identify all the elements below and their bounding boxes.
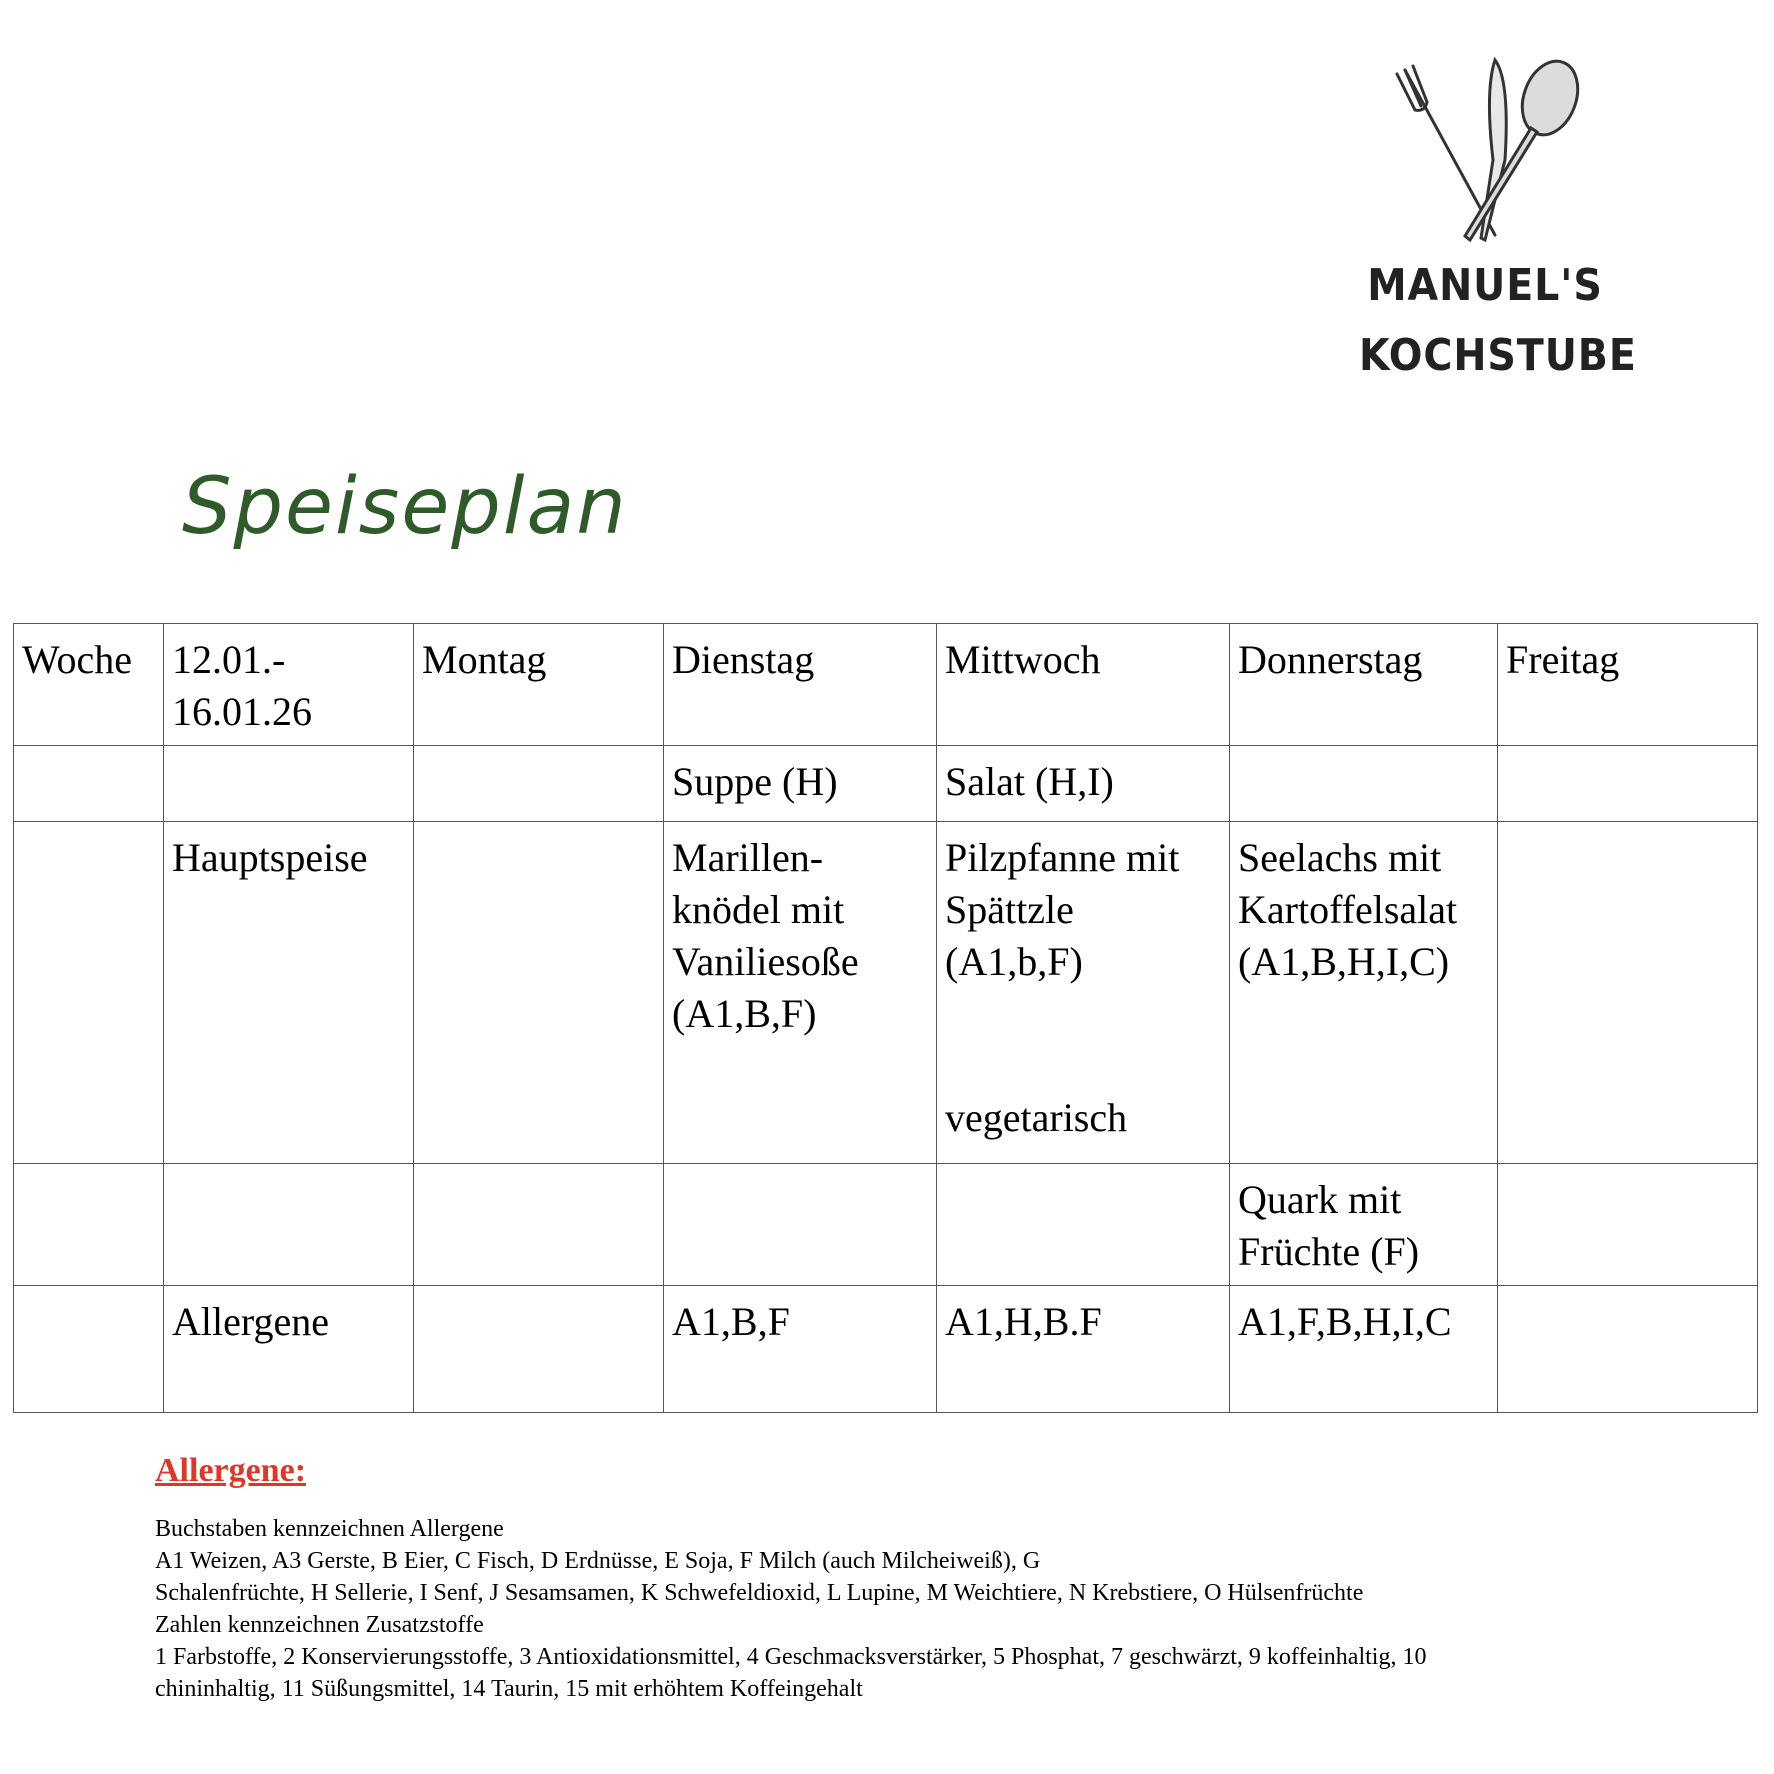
legend-line: Buchstaben kennzeichnen Allergene <box>155 1516 504 1542</box>
brand-logo <box>1345 50 1637 390</box>
dish-line: Quark mit <box>1238 1177 1402 1222</box>
crossed-cutlery-icon <box>1345 50 1625 250</box>
soup-mittwoch: Salat (H,I) <box>937 746 1230 822</box>
table-cell <box>1498 1286 1758 1413</box>
legend-line: Zahlen kennzeichnen Zusatzstoffe <box>155 1612 484 1638</box>
dish-line: Pilzpfanne mit <box>945 835 1180 880</box>
legend-line: Schalenfrüchte, H Sellerie, I Senf, J Sesamsamen, K Schwefeldioxid, L Lupine, M Weichtiere, N Krebstiere, O Hülsenfrüchte <box>155 1580 1364 1606</box>
vegetarian-note: vegetarisch <box>945 1095 1128 1140</box>
dish-line: Seelachs mit <box>1238 835 1442 880</box>
allergens-label: Allergene <box>164 1286 414 1413</box>
brand-name-line2: KOCHSTUBE <box>1359 330 1637 381</box>
header-dates <box>164 624 414 746</box>
table-cell <box>937 1164 1230 1286</box>
legend-title: Allergene: <box>155 1452 307 1489</box>
main-row <box>14 822 1758 1164</box>
table-cell <box>164 1164 414 1286</box>
main-label: Hauptspeise <box>164 822 414 1164</box>
table-cell <box>414 746 664 822</box>
allergens-mittwoch: A1,H,B.F <box>937 1286 1230 1413</box>
dish-line: Spättzle <box>945 887 1074 932</box>
table-cell <box>14 1286 164 1413</box>
dessert-row <box>14 1164 1758 1286</box>
main-donnerstag <box>1230 822 1498 1164</box>
main-mittwoch <box>937 822 1230 1164</box>
dish-line: (A1,B,F) <box>672 991 817 1036</box>
header-mittwoch: Mittwoch <box>937 624 1230 746</box>
table-cell <box>1498 1164 1758 1286</box>
allergens-donnerstag: A1,F,B,H,I,C <box>1230 1286 1498 1413</box>
table-cell <box>414 822 664 1164</box>
table-cell <box>164 746 414 822</box>
page-title: Speiseplan <box>182 462 628 552</box>
main-dienstag <box>664 822 937 1164</box>
table-cell <box>664 1164 937 1286</box>
soup-row <box>14 746 1758 822</box>
table-cell <box>14 822 164 1164</box>
dish-line: knödel mit <box>672 887 845 932</box>
dish-line: Kartoffelsalat <box>1238 887 1458 932</box>
header-donnerstag: Donnerstag <box>1230 624 1498 746</box>
dish-line: (A1,b,F) <box>945 939 1083 984</box>
legend-line: 1 Farbstoffe, 2 Konservierungsstoffe, 3 Antioxidationsmittel, 4 Geschmacksverstärker, 5 Phosphat, 7 geschwärzt, 9 koffeinhaltig, 10 <box>155 1644 1427 1670</box>
header-row <box>14 624 1758 746</box>
table-cell <box>1230 746 1498 822</box>
table-cell <box>1498 746 1758 822</box>
header-woche: Woche <box>14 624 164 746</box>
allergens-row <box>14 1286 1758 1413</box>
dish-line: Früchte (F) <box>1238 1229 1420 1274</box>
brand-name-line1: MANUEL'S <box>1367 260 1603 311</box>
table-cell <box>1498 822 1758 1164</box>
table-cell <box>14 746 164 822</box>
allergens-dienstag: A1,B,F <box>664 1286 937 1413</box>
header-dienstag: Dienstag <box>664 624 937 746</box>
dessert-donnerstag <box>1230 1164 1498 1286</box>
table-cell <box>414 1164 664 1286</box>
allergen-legend <box>155 1452 1655 1705</box>
menu-table <box>13 623 1758 1413</box>
soup-dienstag: Suppe (H) <box>664 746 937 822</box>
table-cell <box>14 1164 164 1286</box>
table-cell <box>414 1286 664 1413</box>
dish-line: Marillen- <box>672 835 824 880</box>
header-freitag: Freitag <box>1498 624 1758 746</box>
dish-line: (A1,B,H,I,C) <box>1238 939 1450 984</box>
dish-line: Vaniliesoße <box>672 939 859 984</box>
header-montag: Montag <box>414 624 664 746</box>
date-end: 16.01.26 <box>172 689 312 734</box>
legend-line: chininhaltig, 11 Süßungsmittel, 14 Taurin, 15 mit erhöhtem Koffeingehalt <box>155 1676 863 1702</box>
legend-line: A1 Weizen, A3 Gerste, B Eier, C Fisch, D Erdnüsse, E Soja, F Milch (auch Milcheiweiß), G <box>155 1548 1041 1574</box>
date-start: 12.01.- <box>172 637 286 682</box>
